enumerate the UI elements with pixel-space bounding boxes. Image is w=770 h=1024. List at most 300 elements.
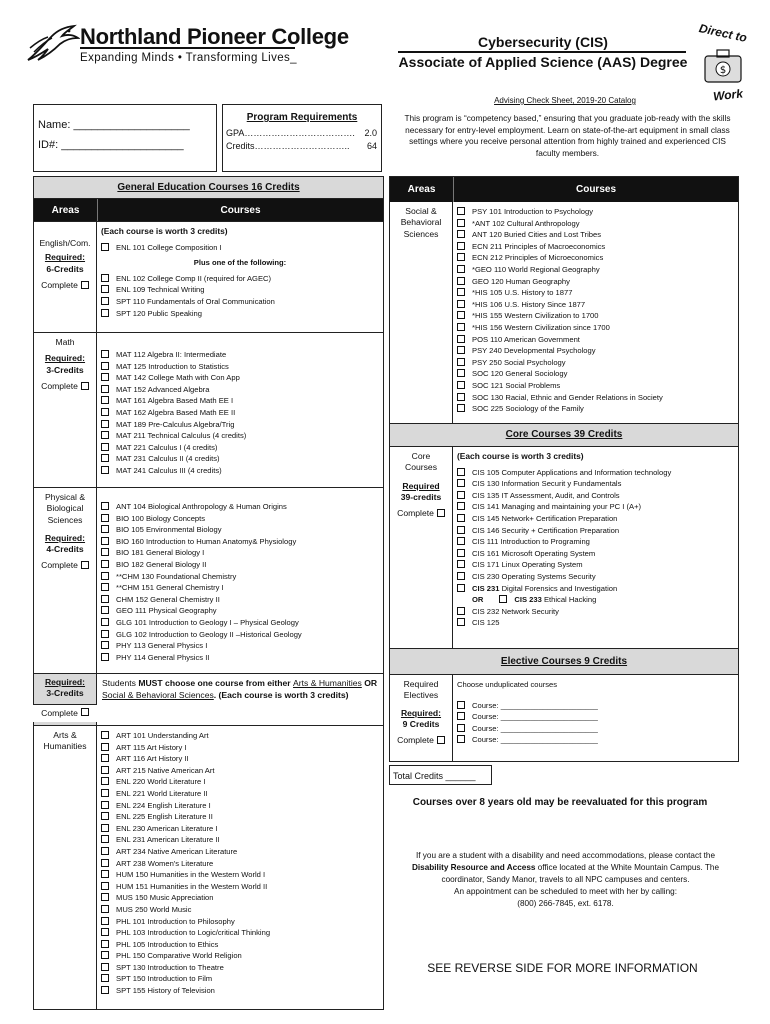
program-title: Cybersecurity (CIS) (478, 34, 608, 50)
course-label: BIO 100 Biology Concepts (116, 513, 206, 523)
course-checkbox[interactable] (101, 777, 109, 785)
course-item (101, 753, 379, 765)
course-label: ART 115 Art History I (116, 742, 187, 752)
math-complete (34, 381, 96, 392)
program-requirements-box (222, 104, 382, 172)
choice-complete-label: Complete (41, 707, 78, 718)
cis233-name: Ethical Hacking (541, 595, 597, 605)
course-checkbox[interactable] (101, 572, 109, 580)
course-checkbox[interactable] (101, 466, 109, 474)
college-tagline: Expanding Minds • Transforming Lives_ (80, 52, 297, 64)
course-label: PHY 114 General Physics II (116, 652, 210, 662)
cis231-code: CIS 231 (472, 583, 500, 593)
course-label: ECN 211 Principles of Macroeconomics (472, 241, 606, 251)
course-checkbox[interactable] (101, 385, 109, 393)
see-reverse-note: SEE REVERSE SIDE FOR MORE INFORMATION (427, 961, 698, 975)
course-label: CIS 105 Computer Applications and Information technology (472, 467, 672, 477)
course-checkbox[interactable] (457, 701, 465, 709)
course-item (101, 501, 379, 513)
science-credits: 4-Credits (46, 544, 84, 555)
course-label: CIS 125 (472, 618, 500, 628)
course-label: CHM 152 General Chemistry II (116, 594, 220, 604)
course-item (457, 345, 734, 357)
course-checkbox[interactable] (101, 893, 109, 901)
course-label: ART 234 Native American Literature (116, 846, 238, 856)
disability-line4: An appointment can be scheduled to meet with her by calling: (453, 887, 678, 896)
course-item (101, 242, 379, 254)
course-label: CIS 130 Information Securit y Fundamentals (472, 479, 622, 489)
course-label: SPT 130 Introduction to Theatre (116, 962, 224, 972)
course-checkbox[interactable] (101, 309, 109, 317)
course-checkbox[interactable] (457, 514, 465, 522)
course-label: ART 101 Understanding Art (116, 731, 209, 740)
arts-area (34, 726, 97, 1009)
course-label: MAT 142 College Math with Con App (116, 373, 240, 383)
svg-text:$: $ (719, 65, 727, 76)
course-label: ENL 220 World Literature I (116, 777, 206, 787)
course-checkbox[interactable] (101, 641, 109, 649)
english-complete-checkbox[interactable] (81, 281, 89, 289)
math-credits: 3-Credits (46, 364, 84, 375)
gen-ed-banner (34, 177, 383, 199)
course-item (101, 453, 379, 465)
course-item (457, 700, 734, 712)
course-label: POS 110 American Government (472, 334, 580, 344)
course-item (101, 571, 379, 583)
course-checkbox[interactable] (101, 951, 109, 959)
course-item (457, 299, 734, 311)
course-item (457, 536, 734, 548)
math-complete-checkbox[interactable] (81, 382, 89, 390)
course-label: BIO 182 General Biology II (116, 559, 207, 569)
course-label: ECN 212 Principles of Microeconomics (472, 253, 604, 263)
course-label: ANT 120 Buried Cities and Lost Tribes (472, 230, 602, 240)
course-label: *HIS 155 Western Civilization to 1700 (472, 311, 599, 321)
course-checkbox[interactable] (457, 468, 465, 476)
arts-area-line2: Humanities (43, 741, 87, 752)
course-checkbox[interactable] (101, 396, 109, 404)
core-area (390, 447, 453, 648)
course-label: *HIS 156 Western Civilization since 1700 (472, 322, 610, 332)
right-areas-header: Areas (390, 177, 454, 202)
course-item (457, 264, 734, 276)
course-label: MAT 189 Pre-Calculus Algebra/Trig (116, 419, 235, 429)
disability-office: Disability Resource and Access (411, 863, 536, 872)
social-area-line2: Behavioral (400, 217, 442, 228)
course-checkbox[interactable] (457, 526, 465, 534)
course-checkbox[interactable] (101, 525, 109, 533)
course-item (101, 765, 379, 777)
course-checkbox[interactable] (457, 393, 465, 401)
disability-line2-rest: office located at the White Mountain Campus. The (535, 863, 720, 872)
course-checkbox[interactable] (457, 277, 465, 285)
course-label: CIS 111 Introduction to Programing (472, 537, 590, 547)
course-label: ENL 109 Technical Writing (116, 285, 205, 295)
course-item (457, 571, 734, 583)
credits-row (226, 141, 377, 151)
course-checkbox[interactable] (101, 537, 109, 545)
course-checkbox[interactable] (457, 560, 465, 568)
course-item (457, 501, 734, 513)
math-row (34, 332, 383, 487)
course-item (101, 308, 379, 320)
course-label: SPT 150 Introduction to Film (116, 974, 213, 984)
course-label: BIO 181 General Biology I (116, 548, 205, 558)
course-checkbox[interactable] (101, 824, 109, 832)
elective-banner-text: Elective Courses 9 Credits (500, 656, 628, 667)
english-required: Required: (44, 252, 86, 263)
core-banner (390, 423, 738, 447)
course-item (101, 652, 379, 664)
course-item (457, 525, 734, 537)
course-checkbox[interactable] (457, 607, 465, 615)
core-required: Required (402, 480, 440, 491)
course-item (101, 950, 379, 962)
course-checkbox[interactable] (499, 595, 507, 603)
stamp-top-text: Direct to (697, 21, 749, 45)
course-item (101, 846, 379, 858)
course-checkbox[interactable] (101, 274, 109, 282)
course-item (457, 357, 734, 369)
course-checkbox[interactable] (101, 606, 109, 614)
course-checkbox[interactable] (101, 618, 109, 626)
course-item (457, 583, 734, 595)
eagle-logo-icon (24, 22, 80, 68)
course-item (101, 730, 379, 742)
course-item (101, 361, 379, 373)
course-label: ENL 221 World Literature II (116, 788, 208, 798)
course-item (457, 392, 734, 404)
course-item (457, 368, 734, 380)
course-checkbox[interactable] (457, 502, 465, 510)
course-checkbox[interactable] (101, 420, 109, 428)
course-item (101, 881, 379, 893)
course-checkbox[interactable] (101, 297, 109, 305)
course-checkbox[interactable] (101, 408, 109, 416)
course-label: HUM 151 Humanities in the Western World II (116, 881, 268, 891)
disability-line1: If you are a student with a disability and need accommodations, please contact the (415, 851, 716, 860)
english-area-name: English/Com. (39, 238, 91, 248)
check-sheet-label: Advising Check Sheet, 2019-20 Catalog (494, 96, 636, 105)
total-credits-field[interactable]: Total Credits ______ (389, 765, 492, 785)
course-checkbox[interactable] (457, 300, 465, 308)
core-complete (390, 508, 452, 519)
core-complete-checkbox[interactable] (437, 509, 445, 517)
choice-required: Required: (44, 677, 86, 687)
course-item (101, 858, 379, 870)
course-label: CIS 146 Security + Certification Preparation (472, 525, 620, 535)
course-checkbox[interactable] (101, 548, 109, 556)
science-area (34, 488, 97, 673)
course-label: MAT 221 Calculus I (4 credits) (116, 442, 218, 452)
course-checkbox[interactable] (101, 986, 109, 994)
course-checkbox[interactable] (101, 928, 109, 936)
course-checkbox[interactable] (101, 243, 109, 251)
course-checkbox[interactable] (457, 335, 465, 343)
right-table (389, 176, 739, 762)
course-item (457, 241, 734, 253)
course-item (101, 939, 379, 951)
course-item (101, 904, 379, 916)
course-item (101, 973, 379, 985)
course-label: CIS 230 Operating Systems Security (472, 571, 596, 581)
course-label: CIS 171 Linux Operating System (472, 560, 583, 570)
science-required: Required: (44, 532, 86, 543)
course-checkbox[interactable] (101, 373, 109, 381)
course-checkbox[interactable] (457, 712, 465, 720)
course-checkbox[interactable] (457, 323, 465, 331)
science-area-line2: Biological (46, 503, 84, 514)
course-checkbox[interactable] (101, 766, 109, 774)
course-checkbox[interactable] (457, 479, 465, 487)
course-label: GLG 101 Introduction to Geology I – Physical Geology (116, 617, 299, 627)
course-checkbox[interactable] (101, 502, 109, 510)
course-label: *HIS 106 U.S. History Since 1877 (472, 299, 586, 309)
choice-text-1: Students (102, 678, 139, 688)
course-item (101, 273, 379, 285)
course-checkbox[interactable] (457, 584, 465, 592)
course-checkbox[interactable] (101, 859, 109, 867)
course-label: PSY 240 Developmental Psychology (472, 346, 596, 356)
choice-text-arts: Arts & Humanities (293, 678, 362, 688)
course-checkbox[interactable] (457, 288, 465, 296)
choice-text-3: . (Each course is worth 3 credits) (213, 690, 349, 700)
course-checkbox[interactable] (457, 311, 465, 319)
title-divider (398, 51, 686, 53)
id-field[interactable]: ID#: ____________________ (38, 139, 184, 151)
course-checkbox[interactable] (101, 362, 109, 370)
core-banner-text: Core Courses 39 Credits (505, 429, 623, 440)
course-label: MAT 241 Calculus III (4 credits) (116, 465, 222, 475)
course-label: PHL 101 Introduction to Philosophy (116, 916, 235, 926)
course-checkbox[interactable] (457, 491, 465, 499)
course-checkbox[interactable] (101, 560, 109, 568)
right-courses-header: Courses (575, 184, 616, 195)
elective-courses (453, 675, 738, 761)
elective-complete (390, 735, 452, 746)
course-label: ART 116 Art History II (116, 754, 189, 764)
course-checkbox[interactable] (101, 431, 109, 439)
choice-area (34, 674, 97, 725)
course-item (457, 380, 734, 392)
course-item (457, 559, 734, 571)
disability-phone: (800) 266-7845, ext. 6178. (517, 899, 614, 908)
course-checkbox[interactable] (457, 358, 465, 366)
course-checkbox[interactable] (101, 595, 109, 603)
course-item (101, 465, 379, 477)
course-item (457, 606, 734, 618)
name-field[interactable]: Name: ___________________ (38, 119, 190, 131)
core-courses (453, 447, 738, 648)
course-label: CIS 141 Managing and maintaining your PC I (A+) (472, 502, 642, 512)
course-item (101, 927, 379, 939)
course-checkbox[interactable] (101, 917, 109, 925)
college-logo (24, 22, 80, 68)
course-item (101, 605, 379, 617)
course-label: MUS 250 World Music (116, 904, 192, 914)
course-checkbox[interactable] (101, 963, 109, 971)
course-item (101, 384, 379, 396)
arts-row (34, 725, 383, 1009)
areas-header: Areas (34, 199, 98, 221)
course-label: MAT 152 Advanced Algebra (116, 384, 210, 394)
course-label: ENL 102 College Comp II (required for AGEC) (116, 273, 272, 283)
credits-label: Credits………………………….. (226, 141, 350, 151)
course-item (101, 742, 379, 754)
english-note: (Each course is worth 3 credits) (101, 226, 228, 236)
course-checkbox[interactable] (457, 549, 465, 557)
course-checkbox[interactable] (101, 731, 109, 739)
course-label: PHL 105 Introduction to Ethics (116, 939, 219, 949)
core-complete-label: Complete (397, 508, 434, 519)
gpa-label: GPA………………………………. (226, 128, 355, 138)
course-label: Course: _______________________ (472, 712, 598, 722)
course-checkbox[interactable] (457, 537, 465, 545)
requirements-title: Program Requirements (246, 112, 358, 123)
course-checkbox[interactable] (457, 618, 465, 626)
course-label: ANT 104 Biological Anthropology & Human Origins (116, 502, 287, 511)
course-checkbox[interactable] (101, 801, 109, 809)
course-checkbox[interactable] (457, 404, 465, 412)
course-item (101, 513, 379, 525)
elective-complete-checkbox[interactable] (437, 736, 445, 744)
choice-complete (33, 704, 97, 722)
course-checkbox[interactable] (457, 207, 465, 215)
course-item (457, 322, 734, 334)
course-checkbox[interactable] (457, 265, 465, 273)
course-item (101, 547, 379, 559)
arts-course-list (97, 726, 383, 1009)
course-item (101, 916, 379, 928)
course-item (457, 206, 734, 218)
course-item (101, 617, 379, 629)
core-area-line2: Courses (405, 462, 437, 473)
course-checkbox[interactable] (101, 789, 109, 797)
course-label: MAT 112 Algebra II: Intermediate (116, 350, 227, 359)
course-label: Course: _______________________ (472, 723, 598, 733)
gpa-row (226, 128, 377, 138)
student-info-box (33, 104, 217, 172)
course-checkbox[interactable] (101, 630, 109, 638)
course-label: MAT 161 Algebra Based Math EE I (116, 396, 234, 406)
english-row (34, 221, 383, 332)
elective-required: Required: (400, 707, 442, 718)
course-item (457, 548, 734, 560)
course-checkbox[interactable] (457, 369, 465, 377)
course-checkbox[interactable] (101, 754, 109, 762)
course-item (101, 640, 379, 652)
course-item (457, 513, 734, 525)
course-checkbox[interactable] (101, 974, 109, 982)
course-checkbox[interactable] (457, 242, 465, 250)
course-item (101, 892, 379, 904)
english-credits: 6-Credits (46, 263, 84, 274)
course-checkbox[interactable] (101, 743, 109, 751)
course-checkbox[interactable] (101, 285, 109, 293)
english-complete-label: Complete (41, 279, 78, 290)
choice-complete-checkbox[interactable] (81, 708, 89, 716)
course-item (101, 985, 379, 997)
course-checkbox[interactable] (457, 724, 465, 732)
course-item (101, 419, 379, 431)
course-checkbox[interactable] (457, 219, 465, 227)
course-checkbox[interactable] (457, 230, 465, 238)
course-item (101, 834, 379, 846)
course-label: GEO 111 Physical Geography (116, 606, 217, 616)
course-checkbox[interactable] (457, 572, 465, 580)
choice-row (34, 673, 383, 725)
course-item (101, 372, 379, 384)
course-checkbox[interactable] (101, 653, 109, 661)
course-label: ENL 230 American Literature I (116, 823, 218, 833)
science-area-line3: Sciences (47, 514, 83, 525)
course-checkbox[interactable] (457, 735, 465, 743)
course-checkbox[interactable] (101, 847, 109, 855)
course-item (101, 349, 379, 361)
course-item (457, 334, 734, 346)
course-checkbox[interactable] (101, 583, 109, 591)
course-item (457, 252, 734, 264)
course-item (457, 617, 734, 629)
stamp-bottom-text: Work (712, 86, 744, 104)
course-label: SPT 110 Fundamentals of Oral Communication (116, 296, 275, 306)
course-checkbox[interactable] (101, 443, 109, 451)
course-checkbox[interactable] (101, 812, 109, 820)
course-checkbox[interactable] (101, 940, 109, 948)
course-item (101, 788, 379, 800)
course-checkbox[interactable] (101, 905, 109, 913)
course-checkbox[interactable] (101, 882, 109, 890)
science-complete-checkbox[interactable] (81, 561, 89, 569)
disability-notice (388, 850, 743, 910)
course-label: BIO 160 Introduction to Human Anatomy& Physiology (116, 536, 297, 546)
course-item (457, 403, 734, 415)
disability-line3: coordinator, Sandy Manor, travels to all NPC campuses and centers. (441, 875, 690, 884)
cis231-name: Digital Forensics and Investigation (499, 583, 618, 593)
course-label: MAT 231 Calculus II (4 credits) (116, 454, 220, 464)
course-item (101, 582, 379, 594)
course-checkbox[interactable] (101, 835, 109, 843)
course-checkbox[interactable] (457, 346, 465, 354)
science-complete-label: Complete (41, 560, 78, 571)
arts-area-line1: Arts & (53, 730, 77, 740)
course-item (101, 559, 379, 571)
math-course-list (97, 333, 383, 487)
choice-text-social: Social & Behavioral Sciences (102, 690, 214, 700)
course-checkbox[interactable] (101, 870, 109, 878)
course-item (101, 524, 379, 536)
course-checkbox[interactable] (457, 381, 465, 389)
disability-line2 (388, 862, 743, 874)
english-courses (97, 222, 383, 332)
course-label: SOC 120 General Sociology (472, 369, 568, 379)
course-checkbox[interactable] (101, 454, 109, 462)
course-label: CIS 232 Network Security (472, 606, 559, 616)
course-item (457, 218, 734, 230)
course-label: SPT 155 History of Television (116, 986, 215, 996)
logo-divider (80, 47, 295, 49)
english-area (34, 222, 97, 332)
course-checkbox[interactable] (101, 350, 109, 358)
course-label: CIS 135 IT Assessment, Audit, and Controls (472, 490, 620, 500)
course-label: CIS 161 Microsoft Operating System (472, 548, 596, 558)
college-name: Northland Pioneer College (80, 24, 349, 49)
course-item (101, 536, 379, 548)
or-label: OR (472, 595, 484, 605)
course-item (101, 629, 379, 641)
course-checkbox[interactable] (457, 253, 465, 261)
course-checkbox[interactable] (101, 514, 109, 522)
